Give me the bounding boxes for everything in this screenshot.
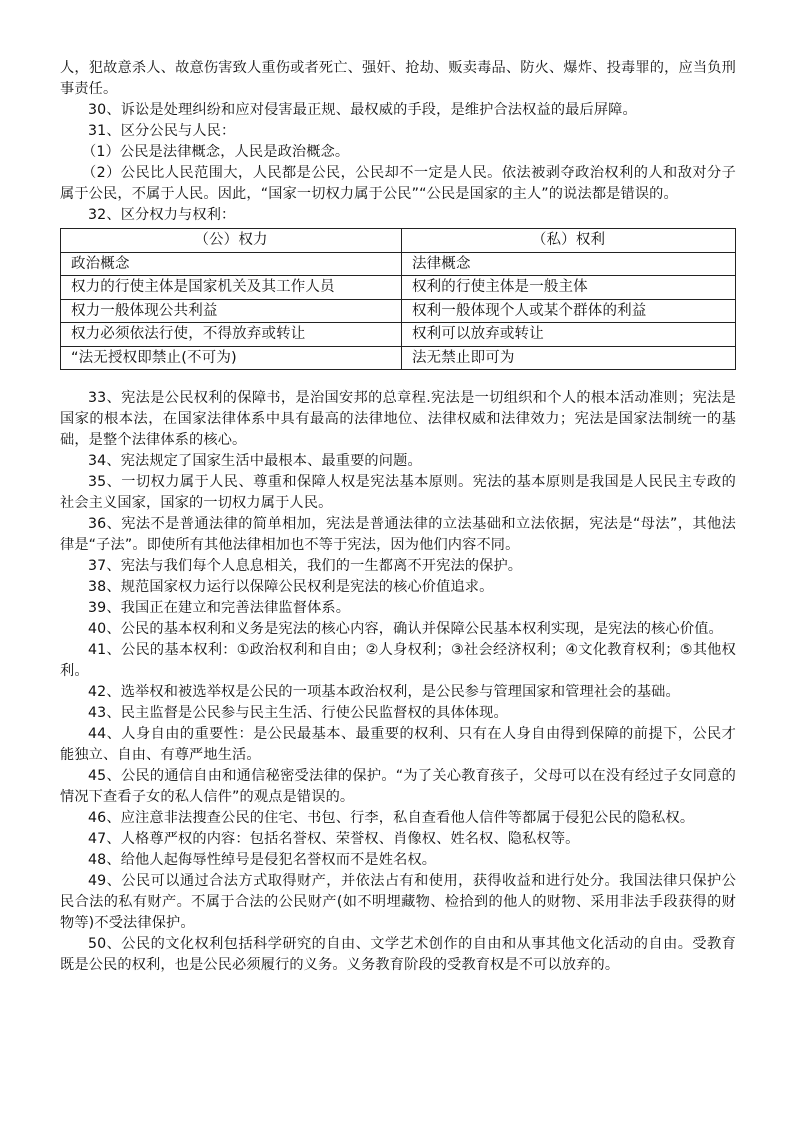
table-header-private-rights: （私）权利 (402, 229, 736, 253)
table-cell: 权力一般体现公共利益 (61, 299, 402, 323)
bottom-paragraphs (60, 388, 736, 976)
table-cell: 权利可以放弃或转让 (402, 323, 736, 347)
paragraph-31-heading: 31、区分公民与人民： (88, 123, 236, 139)
table-row (61, 299, 736, 323)
paragraph-31-point-2: （2）公民比人民范围大，人民都是公民，公民却不一定是人民。依法被剥夺政治权利的人和敌对分子属于公民，不属于人民。因此，“国家一切权力属于公民”“公民是国家的主人”的说法都是错误的。 (60, 165, 736, 202)
table-header-public-power: （公）权力 (61, 229, 402, 253)
paragraph-29-continued: 人，犯故意杀人、故意伤害致人重伤或者死亡、强奸、抢劫、贩卖毒品、防火、爆炸、投毒罪的，应当负刑事责任。 (60, 60, 736, 97)
paragraph-30: 30、诉讼是处理纠纷和应对侵害最正规、最权威的手段，是维护合法权益的最后屏障。 (88, 102, 637, 118)
paragraph-34: 34、宪法规定了国家生活中最根本、最重要的问题。 (88, 453, 422, 469)
table-row (61, 323, 736, 347)
paragraph-41: 41、公民的基本权利：①政治权利和自由；②人身权利；③社会经济权利；④文化教育权利；⑤其他权利。 (60, 642, 736, 679)
table-cell: 权力必须依法行使，不得放弃或转让 (61, 323, 402, 347)
paragraph-50: 50、公民的文化权利包括科学研究的自由、文学艺术创作的自由和从事其他文化活动的自由。受教育既是公民的权利，也是公民必须履行的义务。义务教育阶段的受教育权是不可以放弃的。 (60, 936, 736, 973)
paragraph-31-point-1: （1）公民是法律概念，人民是政治概念。 (82, 144, 350, 160)
top-paragraphs (60, 58, 736, 226)
paragraph-49: 49、公民可以通过合法方式取得财产，并依法占有和使用，获得收益和进行处分。我国法律只保护公民合法的私有财产。不属于合法的公民财产(如不明埋藏物、检拾到的他人的财物、采用非法手段获得的财物等)不受法律保护。 (60, 873, 736, 931)
paragraph-37: 37、宪法与我们每个人息息相关，我们的一生都离不开宪法的保护。 (88, 558, 523, 574)
table-cell: 权利一般体现个人或某个群体的利益 (402, 299, 736, 323)
paragraph-33: 33、宪法是公民权利的保障书，是治国安邦的总章程.宪法是一切组织和个人的根本活动准则；宪法是国家的根本法，在国家法律体系中具有最高的法律地位、法律权威和法律效力；宪法是国家法制统一的基础，是整个法律体系的核心。 (60, 390, 736, 448)
table-cell: 政治概念 (61, 252, 402, 276)
table-row (61, 252, 736, 276)
paragraph-45: 45、公民的通信自由和通信秘密受法律的保护。“为了关心教育孩子，父母可以在没有经过子女同意的情况下查看子女的私人信件”的观点是错误的。 (60, 768, 736, 805)
table-row (61, 346, 736, 370)
document-page (60, 58, 736, 976)
paragraph-32-heading: 32、区分权力与权利： (88, 207, 236, 223)
paragraph-38: 38、规范国家权力运行以保障公民权利是宪法的核心价值追求。 (88, 579, 494, 595)
table-row (61, 276, 736, 300)
table-cell: “法无授权即禁止(不可为) (61, 346, 402, 370)
power-vs-rights-table (60, 228, 736, 370)
paragraph-44: 44、人身自由的重要性：是公民最基本、最重要的权利、只有在人身自由得到保障的前提下，公民才能独立、自由、有尊严地生活。 (60, 726, 736, 763)
paragraph-46: 46、应注意非法搜查公民的住宅、书包、行李，私自查看他人信件等都属于侵犯公民的隐私权。 (88, 810, 695, 826)
table-cell: 权利的行使主体是一般主体 (402, 276, 736, 300)
paragraph-43: 43、民主监督是公民参与民主生活、行使公民监督权的具体体现。 (88, 705, 508, 721)
table-cell: 法律概念 (402, 252, 736, 276)
paragraph-39: 39、我国正在建立和完善法律监督体系。 (88, 600, 351, 616)
table-cell: 权力的行使主体是国家机关及其工作人员 (61, 276, 402, 300)
paragraph-35: 35、一切权力属于人民、尊重和保障人权是宪法基本原则。宪法的基本原则是我国是人民民主专政的社会主义国家，国家的一切权力属于人民。 (60, 474, 736, 511)
paragraph-47: 47、人格尊严权的内容：包括名誉权、荣誉权、肖像权、姓名权、隐私权等。 (88, 831, 580, 847)
table-cell: 法无禁止即可为 (402, 346, 736, 370)
paragraph-36: 36、宪法不是普通法律的简单相加，宪法是普通法律的立法基础和立法依据，宪法是“母法”，其他法律是“子法”。即使所有其他法律相加也不等于宪法，因为他们内容不同。 (60, 516, 736, 553)
paragraph-42: 42、选举权和被选举权是公民的一项基本政治权利，是公民参与管理国家和管理社会的基础。 (88, 684, 680, 700)
paragraph-40: 40、公民的基本权利和义务是宪法的核心内容，确认并保障公民基本权利实现，是宪法的核心价值。 (88, 621, 723, 637)
table-header-row (61, 229, 736, 253)
paragraph-48: 48、给他人起侮辱性绰号是侵犯名誉权而不是姓名权。 (88, 852, 437, 868)
